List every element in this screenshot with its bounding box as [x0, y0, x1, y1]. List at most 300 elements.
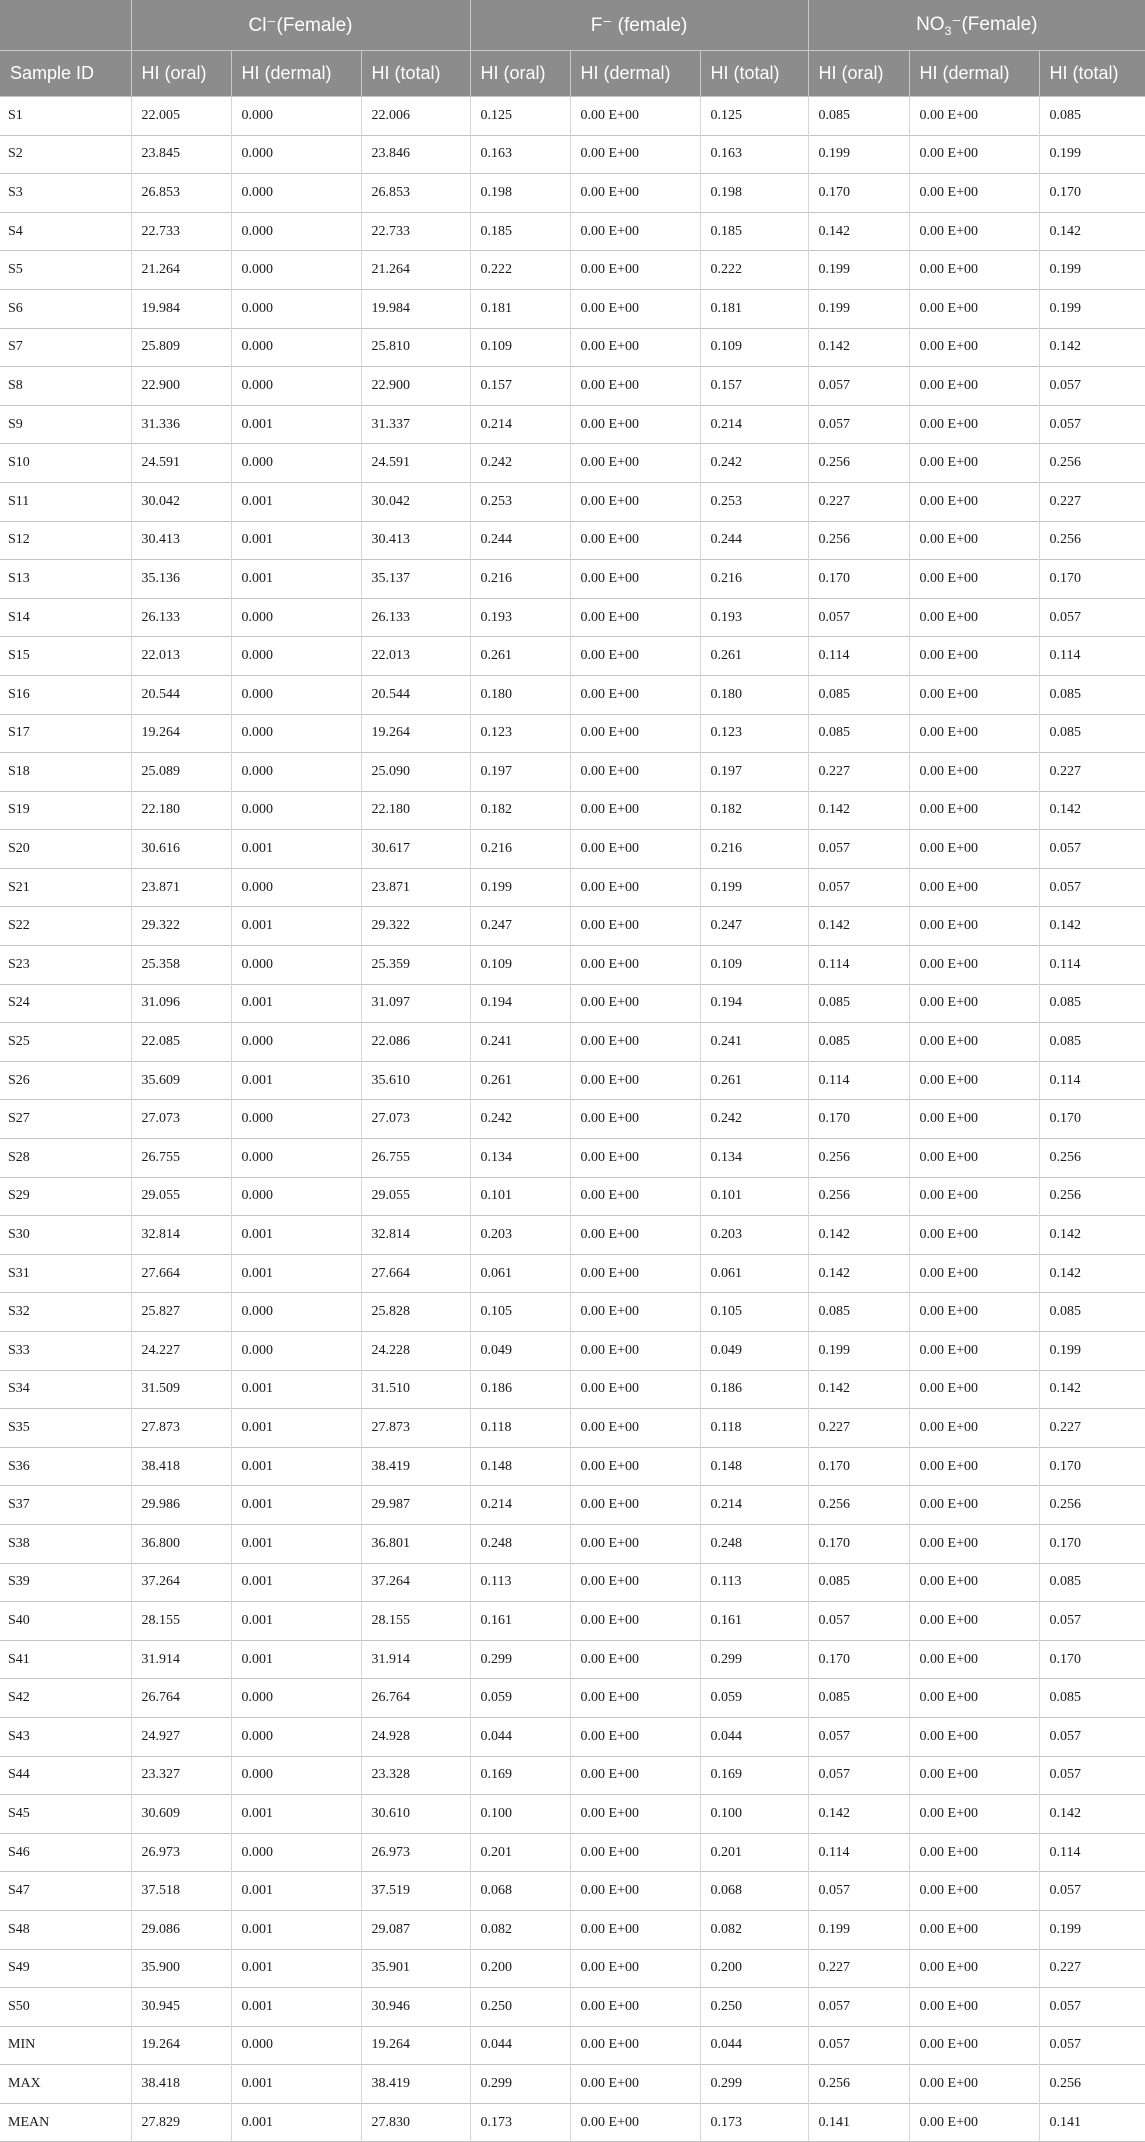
cell-f-total: 0.059: [700, 1679, 808, 1718]
cell-no3-dermal: 0.00 E+00: [909, 753, 1039, 792]
table-row: [0, 289, 1145, 328]
cell-cl-total: 24.928: [361, 1717, 470, 1756]
cell-f-dermal: 0.00 E+00: [570, 482, 700, 521]
column-header-f-dermal: HI (dermal): [570, 51, 700, 97]
cell-sample-id: S15: [0, 637, 131, 676]
table-row: [0, 521, 1145, 560]
cell-sample-id: S12: [0, 521, 131, 560]
cell-f-dermal: 0.00 E+00: [570, 521, 700, 560]
cell-no3-dermal: 0.00 E+00: [909, 1524, 1039, 1563]
cell-no3-oral: 0.170: [808, 1640, 909, 1679]
cell-cl-total: 37.264: [361, 1563, 470, 1602]
cell-no3-total: 0.170: [1039, 560, 1145, 599]
cell-f-oral: 0.044: [470, 1717, 570, 1756]
cell-cl-dermal: 0.001: [231, 405, 361, 444]
cell-no3-dermal: 0.00 E+00: [909, 1833, 1039, 1872]
cell-cl-oral: 27.664: [131, 1254, 231, 1293]
cell-no3-dermal: 0.00 E+00: [909, 1100, 1039, 1139]
cell-f-dermal: 0.00 E+00: [570, 328, 700, 367]
cell-sample-id: S44: [0, 1756, 131, 1795]
cell-f-dermal: 0.00 E+00: [570, 714, 700, 753]
cell-f-total: 0.299: [700, 1640, 808, 1679]
cell-cl-dermal: 0.001: [231, 1988, 361, 2027]
cell-cl-total: 29.087: [361, 1910, 470, 1949]
cell-no3-total: 0.170: [1039, 1100, 1145, 1139]
cell-no3-dermal: 0.00 E+00: [909, 637, 1039, 676]
cell-f-oral: 0.261: [470, 637, 570, 676]
cell-no3-dermal: 0.00 E+00: [909, 1293, 1039, 1332]
table-row: [0, 1332, 1145, 1371]
cell-no3-total: 0.057: [1039, 1872, 1145, 1911]
cell-f-oral: 0.123: [470, 714, 570, 753]
cell-f-total: 0.109: [700, 946, 808, 985]
column-header-no3-dermal: HI (dermal): [909, 51, 1039, 97]
cell-cl-total: 26.133: [361, 598, 470, 637]
cell-cl-oral: 24.927: [131, 1717, 231, 1756]
cell-no3-oral: 0.057: [808, 1717, 909, 1756]
cell-f-total: 0.100: [700, 1795, 808, 1834]
cell-sample-id: S28: [0, 1139, 131, 1178]
cell-sample-id: S7: [0, 328, 131, 367]
cell-f-dermal: 0.00 E+00: [570, 1795, 700, 1834]
cell-cl-total: 27.830: [361, 2103, 470, 2142]
cell-f-total: 0.101: [700, 1177, 808, 1216]
cell-no3-oral: 0.141: [808, 2103, 909, 2142]
table-row: [0, 1023, 1145, 1062]
cell-f-oral: 0.109: [470, 946, 570, 985]
cell-cl-dermal: 0.000: [231, 251, 361, 290]
cell-cl-total: 32.814: [361, 1216, 470, 1255]
cell-no3-oral: 0.199: [808, 135, 909, 174]
cell-no3-dermal: 0.00 E+00: [909, 405, 1039, 444]
cell-no3-total: 0.256: [1039, 1486, 1145, 1525]
cell-f-total: 0.157: [700, 367, 808, 406]
cell-f-dermal: 0.00 E+00: [570, 1486, 700, 1525]
cell-sample-id: S19: [0, 791, 131, 830]
cell-cl-oral: 26.973: [131, 1833, 231, 1872]
cell-cl-dermal: 0.001: [231, 1949, 361, 1988]
cell-cl-oral: 26.755: [131, 1139, 231, 1178]
cell-no3-oral: 0.085: [808, 1679, 909, 1718]
cell-cl-oral: 23.845: [131, 135, 231, 174]
cell-cl-oral: 28.155: [131, 1602, 231, 1641]
cell-no3-total: 0.256: [1039, 521, 1145, 560]
cell-f-total: 0.182: [700, 791, 808, 830]
cell-f-oral: 0.242: [470, 1100, 570, 1139]
cell-cl-total: 22.013: [361, 637, 470, 676]
cell-no3-dermal: 0.00 E+00: [909, 482, 1039, 521]
cell-no3-total: 0.170: [1039, 174, 1145, 213]
cell-cl-total: 24.228: [361, 1332, 470, 1371]
cell-cl-oral: 30.616: [131, 830, 231, 869]
cell-f-total: 0.203: [700, 1216, 808, 1255]
cell-cl-dermal: 0.000: [231, 675, 361, 714]
cell-cl-dermal: 0.000: [231, 791, 361, 830]
table-row: [0, 868, 1145, 907]
cell-f-dermal: 0.00 E+00: [570, 1332, 700, 1371]
cell-sample-id: S40: [0, 1602, 131, 1641]
cell-cl-oral: 22.733: [131, 212, 231, 251]
cell-cl-total: 35.137: [361, 560, 470, 599]
cell-f-oral: 0.299: [470, 1640, 570, 1679]
cell-cl-oral: 31.096: [131, 984, 231, 1023]
cell-f-oral: 0.157: [470, 367, 570, 406]
cell-no3-oral: 0.227: [808, 482, 909, 521]
cell-no3-oral: 0.057: [808, 1602, 909, 1641]
cell-cl-dermal: 0.001: [231, 1061, 361, 1100]
cell-f-total: 0.200: [700, 1949, 808, 1988]
cell-f-total: 0.113: [700, 1563, 808, 1602]
cell-f-total: 0.123: [700, 714, 808, 753]
cell-cl-total: 23.846: [361, 135, 470, 174]
cell-cl-total: 29.322: [361, 907, 470, 946]
cell-no3-oral: 0.199: [808, 289, 909, 328]
cell-no3-dermal: 0.00 E+00: [909, 907, 1039, 946]
cell-f-oral: 0.113: [470, 1563, 570, 1602]
cell-f-dermal: 0.00 E+00: [570, 1756, 700, 1795]
cell-f-dermal: 0.00 E+00: [570, 1061, 700, 1100]
cell-sample-id: S18: [0, 753, 131, 792]
cell-sample-id: S38: [0, 1524, 131, 1563]
table-row: [0, 1872, 1145, 1911]
cell-cl-oral: 27.073: [131, 1100, 231, 1139]
cell-cl-dermal: 0.000: [231, 289, 361, 328]
cell-no3-oral: 0.142: [808, 907, 909, 946]
cell-no3-dermal: 0.00 E+00: [909, 1795, 1039, 1834]
cell-no3-oral: 0.256: [808, 2065, 909, 2104]
cell-cl-oral: 35.609: [131, 1061, 231, 1100]
cell-cl-oral: 27.829: [131, 2103, 231, 2142]
cell-f-oral: 0.181: [470, 289, 570, 328]
cell-no3-dermal: 0.00 E+00: [909, 1486, 1039, 1525]
cell-f-oral: 0.216: [470, 560, 570, 599]
cell-cl-oral: 31.914: [131, 1640, 231, 1679]
cell-no3-dermal: 0.00 E+00: [909, 560, 1039, 599]
cell-sample-id: S11: [0, 482, 131, 521]
table-row: [0, 1061, 1145, 1100]
cell-f-oral: 0.148: [470, 1447, 570, 1486]
cell-sample-id: S6: [0, 289, 131, 328]
cell-cl-total: 23.871: [361, 868, 470, 907]
cell-no3-oral: 0.085: [808, 714, 909, 753]
cell-f-total: 0.169: [700, 1756, 808, 1795]
cell-f-total: 0.049: [700, 1332, 808, 1371]
cell-cl-dermal: 0.001: [231, 830, 361, 869]
cell-cl-dermal: 0.001: [231, 521, 361, 560]
cell-cl-total: 29.055: [361, 1177, 470, 1216]
cell-f-oral: 0.163: [470, 135, 570, 174]
cell-no3-dermal: 0.00 E+00: [909, 1910, 1039, 1949]
cell-f-dermal: 0.00 E+00: [570, 830, 700, 869]
cell-cl-total: 25.359: [361, 946, 470, 985]
cell-cl-dermal: 0.000: [231, 946, 361, 985]
cell-cl-dermal: 0.001: [231, 907, 361, 946]
cell-f-total: 0.186: [700, 1370, 808, 1409]
cell-f-oral: 0.261: [470, 1061, 570, 1100]
table-row: [0, 135, 1145, 174]
cell-f-total: 0.201: [700, 1833, 808, 1872]
table-row: [0, 1177, 1145, 1216]
cell-cl-oral: 29.086: [131, 1910, 231, 1949]
cell-cl-total: 26.973: [361, 1833, 470, 1872]
cell-sample-id: S5: [0, 251, 131, 290]
cell-f-oral: 0.180: [470, 675, 570, 714]
cell-sample-id: S16: [0, 675, 131, 714]
cell-f-oral: 0.118: [470, 1409, 570, 1448]
cell-cl-dermal: 0.001: [231, 1602, 361, 1641]
cell-cl-total: 27.873: [361, 1409, 470, 1448]
cell-cl-oral: 21.264: [131, 251, 231, 290]
cell-cl-dermal: 0.000: [231, 1717, 361, 1756]
cell-cl-oral: 19.984: [131, 289, 231, 328]
cell-f-total: 0.244: [700, 521, 808, 560]
cell-f-dermal: 0.00 E+00: [570, 2065, 700, 2104]
cell-cl-oral: 26.853: [131, 174, 231, 213]
cell-cl-total: 25.090: [361, 753, 470, 792]
table-row: [0, 1370, 1145, 1409]
cell-cl-total: 31.337: [361, 405, 470, 444]
cell-no3-oral: 0.199: [808, 1332, 909, 1371]
cell-cl-oral: 37.264: [131, 1563, 231, 1602]
cell-f-dermal: 0.00 E+00: [570, 1293, 700, 1332]
cell-no3-total: 0.142: [1039, 1795, 1145, 1834]
table-row: [0, 946, 1145, 985]
cell-f-total: 0.163: [700, 135, 808, 174]
cell-f-dermal: 0.00 E+00: [570, 2026, 700, 2065]
table-row: [0, 598, 1145, 637]
cell-f-oral: 0.241: [470, 1023, 570, 1062]
cell-no3-oral: 0.199: [808, 251, 909, 290]
column-header-f-oral: HI (oral): [470, 51, 570, 97]
cell-f-total: 0.214: [700, 1486, 808, 1525]
cell-no3-oral: 0.085: [808, 1563, 909, 1602]
cell-cl-dermal: 0.000: [231, 367, 361, 406]
cell-no3-oral: 0.227: [808, 1409, 909, 1448]
cell-no3-dermal: 0.00 E+00: [909, 946, 1039, 985]
table-row: [0, 1139, 1145, 1178]
cell-f-total: 0.044: [700, 1717, 808, 1756]
cell-f-oral: 0.248: [470, 1524, 570, 1563]
cell-no3-total: 0.256: [1039, 444, 1145, 483]
cell-f-dermal: 0.00 E+00: [570, 1563, 700, 1602]
cell-no3-dermal: 0.00 E+00: [909, 1679, 1039, 1718]
cell-no3-total: 0.170: [1039, 1524, 1145, 1563]
cell-f-oral: 0.203: [470, 1216, 570, 1255]
cell-sample-id: S27: [0, 1100, 131, 1139]
cell-cl-dermal: 0.001: [231, 1486, 361, 1525]
cell-f-total: 0.134: [700, 1139, 808, 1178]
cell-cl-total: 35.901: [361, 1949, 470, 1988]
cell-f-dermal: 0.00 E+00: [570, 444, 700, 483]
cell-f-dermal: 0.00 E+00: [570, 251, 700, 290]
cell-cl-total: 23.328: [361, 1756, 470, 1795]
column-header-row: [0, 51, 1145, 97]
cell-cl-oral: 35.136: [131, 560, 231, 599]
table-row: [0, 1910, 1145, 1949]
cell-cl-dermal: 0.000: [231, 174, 361, 213]
cell-cl-total: 29.987: [361, 1486, 470, 1525]
cell-cl-dermal: 0.001: [231, 1370, 361, 1409]
cell-cl-oral: 23.871: [131, 868, 231, 907]
cell-sample-id: S29: [0, 1177, 131, 1216]
cell-cl-dermal: 0.001: [231, 1640, 361, 1679]
cell-f-oral: 0.125: [470, 97, 570, 136]
cell-no3-oral: 0.142: [808, 1795, 909, 1834]
cell-cl-dermal: 0.000: [231, 1679, 361, 1718]
cell-no3-oral: 0.114: [808, 637, 909, 676]
table-row: [0, 367, 1145, 406]
cell-cl-total: 38.419: [361, 2065, 470, 2104]
cell-f-oral: 0.197: [470, 753, 570, 792]
cell-cl-total: 22.006: [361, 97, 470, 136]
table-row: [0, 1563, 1145, 1602]
cell-cl-oral: 24.227: [131, 1332, 231, 1371]
cell-cl-total: 37.519: [361, 1872, 470, 1911]
cell-cl-oral: 38.418: [131, 1447, 231, 1486]
cell-no3-oral: 0.142: [808, 328, 909, 367]
cell-f-total: 0.118: [700, 1409, 808, 1448]
cell-sample-id: S30: [0, 1216, 131, 1255]
cell-no3-dermal: 0.00 E+00: [909, 174, 1039, 213]
cell-f-dermal: 0.00 E+00: [570, 97, 700, 136]
cell-sample-id: S24: [0, 984, 131, 1023]
table-row: [0, 444, 1145, 483]
table-row: [0, 1293, 1145, 1332]
cell-no3-total: 0.199: [1039, 251, 1145, 290]
cell-cl-total: 22.900: [361, 367, 470, 406]
cell-no3-total: 0.227: [1039, 1409, 1145, 1448]
cell-f-oral: 0.044: [470, 2026, 570, 2065]
cell-cl-oral: 25.089: [131, 753, 231, 792]
cell-cl-oral: 24.591: [131, 444, 231, 483]
cell-f-oral: 0.105: [470, 1293, 570, 1332]
table-row: [0, 328, 1145, 367]
cell-f-total: 0.261: [700, 1061, 808, 1100]
cell-sample-id: MIN: [0, 2026, 131, 2065]
cell-cl-total: 26.764: [361, 1679, 470, 1718]
table-row: [0, 791, 1145, 830]
cell-no3-oral: 0.057: [808, 598, 909, 637]
table-row: [0, 1447, 1145, 1486]
cell-f-dermal: 0.00 E+00: [570, 1100, 700, 1139]
cell-f-oral: 0.201: [470, 1833, 570, 1872]
cell-cl-dermal: 0.000: [231, 1100, 361, 1139]
cell-f-dermal: 0.00 E+00: [570, 367, 700, 406]
cell-cl-dermal: 0.000: [231, 1293, 361, 1332]
cell-no3-oral: 0.142: [808, 212, 909, 251]
cell-cl-oral: 22.085: [131, 1023, 231, 1062]
cell-cl-oral: 30.042: [131, 482, 231, 521]
table-row: [0, 1216, 1145, 1255]
cell-no3-total: 0.057: [1039, 1988, 1145, 2027]
cell-no3-total: 0.114: [1039, 1833, 1145, 1872]
cell-f-oral: 0.182: [470, 791, 570, 830]
cell-cl-oral: 22.900: [131, 367, 231, 406]
cell-no3-dermal: 0.00 E+00: [909, 251, 1039, 290]
group-header-chloride: Cl⁻(Female): [131, 0, 470, 51]
cell-no3-oral: 0.057: [808, 1988, 909, 2027]
cell-cl-total: 25.810: [361, 328, 470, 367]
cell-no3-dermal: 0.00 E+00: [909, 1872, 1039, 1911]
cell-cl-dermal: 0.001: [231, 560, 361, 599]
table-row: [0, 637, 1145, 676]
cell-no3-dermal: 0.00 E+00: [909, 1409, 1039, 1448]
cell-no3-total: 0.142: [1039, 791, 1145, 830]
cell-no3-total: 0.199: [1039, 289, 1145, 328]
cell-sample-id: S49: [0, 1949, 131, 1988]
cell-sample-id: S13: [0, 560, 131, 599]
cell-f-oral: 0.186: [470, 1370, 570, 1409]
column-header-cl-dermal: HI (dermal): [231, 51, 361, 97]
cell-f-total: 0.222: [700, 251, 808, 290]
cell-no3-oral: 0.142: [808, 1216, 909, 1255]
cell-sample-id: S20: [0, 830, 131, 869]
cell-f-dermal: 0.00 E+00: [570, 135, 700, 174]
cell-sample-id: S43: [0, 1717, 131, 1756]
cell-cl-oral: 30.609: [131, 1795, 231, 1834]
cell-f-dermal: 0.00 E+00: [570, 1254, 700, 1293]
cell-no3-oral: 0.114: [808, 1833, 909, 1872]
cell-no3-oral: 0.227: [808, 753, 909, 792]
table-row: [0, 2026, 1145, 2065]
cell-f-total: 0.242: [700, 444, 808, 483]
cell-f-total: 0.148: [700, 1447, 808, 1486]
cell-f-total: 0.198: [700, 174, 808, 213]
cell-f-dermal: 0.00 E+00: [570, 1409, 700, 1448]
cell-no3-dermal: 0.00 E+00: [909, 1061, 1039, 1100]
cell-no3-total: 0.057: [1039, 1602, 1145, 1641]
cell-no3-total: 0.057: [1039, 598, 1145, 637]
cell-f-dermal: 0.00 E+00: [570, 1679, 700, 1718]
cell-f-total: 0.250: [700, 1988, 808, 2027]
cell-cl-oral: 37.518: [131, 1872, 231, 1911]
cell-sample-id: S33: [0, 1332, 131, 1371]
cell-no3-total: 0.057: [1039, 868, 1145, 907]
cell-f-total: 0.044: [700, 2026, 808, 2065]
cell-cl-dermal: 0.001: [231, 2103, 361, 2142]
cell-sample-id: MAX: [0, 2065, 131, 2104]
table-row: [0, 1988, 1145, 2027]
cell-f-oral: 0.253: [470, 482, 570, 521]
cell-f-total: 0.197: [700, 753, 808, 792]
cell-cl-oral: 22.013: [131, 637, 231, 676]
cell-f-dermal: 0.00 E+00: [570, 289, 700, 328]
cell-cl-dermal: 0.000: [231, 135, 361, 174]
table-row: [0, 753, 1145, 792]
cell-cl-dermal: 0.001: [231, 1216, 361, 1255]
cell-no3-dermal: 0.00 E+00: [909, 2026, 1039, 2065]
cell-no3-total: 0.141: [1039, 2103, 1145, 2142]
cell-f-total: 0.199: [700, 868, 808, 907]
cell-cl-total: 30.610: [361, 1795, 470, 1834]
cell-f-oral: 0.299: [470, 2065, 570, 2104]
cell-f-dermal: 0.00 E+00: [570, 1023, 700, 1062]
cell-f-dermal: 0.00 E+00: [570, 1524, 700, 1563]
cell-cl-total: 26.755: [361, 1139, 470, 1178]
table-row: [0, 1756, 1145, 1795]
cell-sample-id: S35: [0, 1409, 131, 1448]
cell-no3-dermal: 0.00 E+00: [909, 1139, 1039, 1178]
table-row: [0, 1254, 1145, 1293]
cell-f-oral: 0.061: [470, 1254, 570, 1293]
cell-f-total: 0.161: [700, 1602, 808, 1641]
cell-f-dermal: 0.00 E+00: [570, 1717, 700, 1756]
cell-cl-dermal: 0.000: [231, 753, 361, 792]
cell-no3-total: 0.085: [1039, 1563, 1145, 1602]
cell-cl-total: 30.617: [361, 830, 470, 869]
cell-sample-id: MEAN: [0, 2103, 131, 2142]
cell-no3-oral: 0.057: [808, 830, 909, 869]
